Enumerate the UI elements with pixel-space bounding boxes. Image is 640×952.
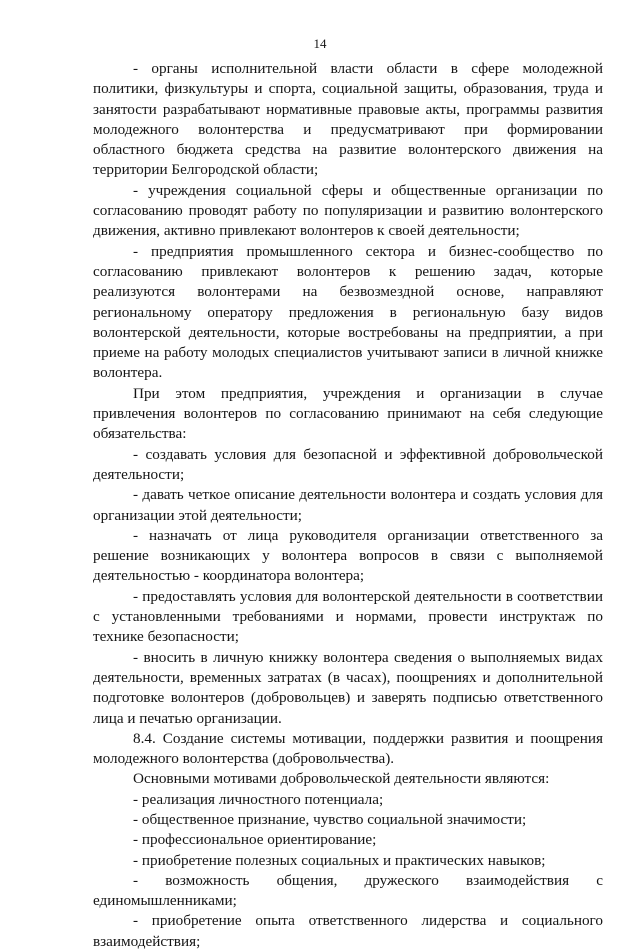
text-line: - предоставлять условия для волонтерской деятельности в соответствии — [133, 587, 603, 605]
text-line: - учреждения социальной сферы и общественные организации по — [133, 181, 603, 199]
text-line: - общественное признание, чувство социальной значимости; — [133, 810, 527, 828]
text-line: 8.4. Создание системы мотивации, поддержки развития и поощрения — [133, 729, 603, 747]
text-line: территории Белгородской области; — [93, 161, 319, 179]
text-line: политики, физкультуры и спорта, социальной защиты, образования, труда и — [93, 80, 603, 98]
text-line: региональному оператору предложения в региональную базу видов — [93, 303, 603, 321]
text-line: - приобретение полезных социальных и практических навыков; — [133, 851, 546, 869]
text-line: технике безопасности; — [93, 628, 239, 646]
text-line: привлечения волонтеров по согласованию принимают на себя следующие — [93, 405, 603, 423]
text-line: - вносить в личную книжку волонтера сведения о выполняемых видах — [133, 648, 603, 666]
text-line: единомышленниками; — [93, 892, 237, 910]
document-body — [93, 59, 603, 952]
text-line: деятельности, временных затратах (в часах), поощрениях и дополнительной — [93, 668, 603, 686]
text-line: движения, активно привлекают волонтеров к своей деятельности; — [93, 222, 520, 240]
text-line: При этом предприятия, учреждения и организации в случае — [133, 384, 603, 402]
text-line: - возможность общения, дружеского взаимодействия с — [133, 871, 603, 889]
text-line: волонтера. — [93, 364, 163, 382]
text-line: волонтерской деятельности, которые востребованы на предприятии, а при — [93, 323, 603, 341]
text-line: согласованию проводят работу по популяризации и развитию волонтерского — [93, 202, 603, 220]
text-line: молодежного волонтерства (добровольчества). — [93, 750, 395, 768]
text-line: - давать четкое описание деятельности волонтера и создать условия для — [133, 486, 603, 504]
page-number: 14 — [313, 36, 327, 51]
text-line: - профессиональное ориентирование; — [133, 831, 377, 849]
text-line: - создавать условия для безопасной и эффективной добровольческой — [133, 445, 603, 463]
text-line: решение возникающих у волонтера вопросов в связи с выполняемой — [93, 547, 603, 565]
text-line: молодежного волонтерства и предусматривают при формировании — [93, 120, 603, 138]
text-line: взаимодействия; — [93, 932, 201, 950]
text-line: - предприятия промышленного сектора и бизнес-сообщество по — [133, 242, 603, 260]
text-line: лица и печатью организации. — [93, 709, 282, 727]
text-line: деятельностью - координатора волонтера; — [93, 567, 365, 585]
text-line: - приобретение опыта ответственного лидерства и социального — [133, 912, 603, 930]
text-line: - реализация личностного потенциала; — [133, 790, 384, 808]
text-line: организации этой деятельности; — [93, 506, 302, 524]
text-line: согласованию привлекают волонтеров к решению задач, которые — [93, 262, 603, 280]
text-line: подготовке волонтеров (добровольцев) и заверять подписью ответственного — [93, 689, 603, 707]
text-line: занятости разрабатывают нормативные правовые акты, программы развития — [93, 100, 603, 118]
text-line: - органы исполнительной власти области в сфере молодежной — [133, 60, 603, 77]
text-line: областного бюджета средства на развитие волонтерского движения на — [93, 141, 603, 159]
text-line: реализуются волонтерами на безвозмездной основе, направляют — [93, 283, 603, 301]
text-line: обязательства: — [93, 425, 187, 443]
text-line: - назначать от лица руководителя организации ответственного за — [133, 526, 603, 544]
text-line: деятельности; — [93, 465, 185, 483]
text-line: приеме на работу молодых специалистов учитывают записи в личной книжке — [93, 344, 603, 362]
text-line: Основными мотивами добровольческой деятельности являются: — [133, 770, 550, 788]
text-line: с установленными требованиями и нормами, провести инструктаж по — [93, 608, 603, 626]
